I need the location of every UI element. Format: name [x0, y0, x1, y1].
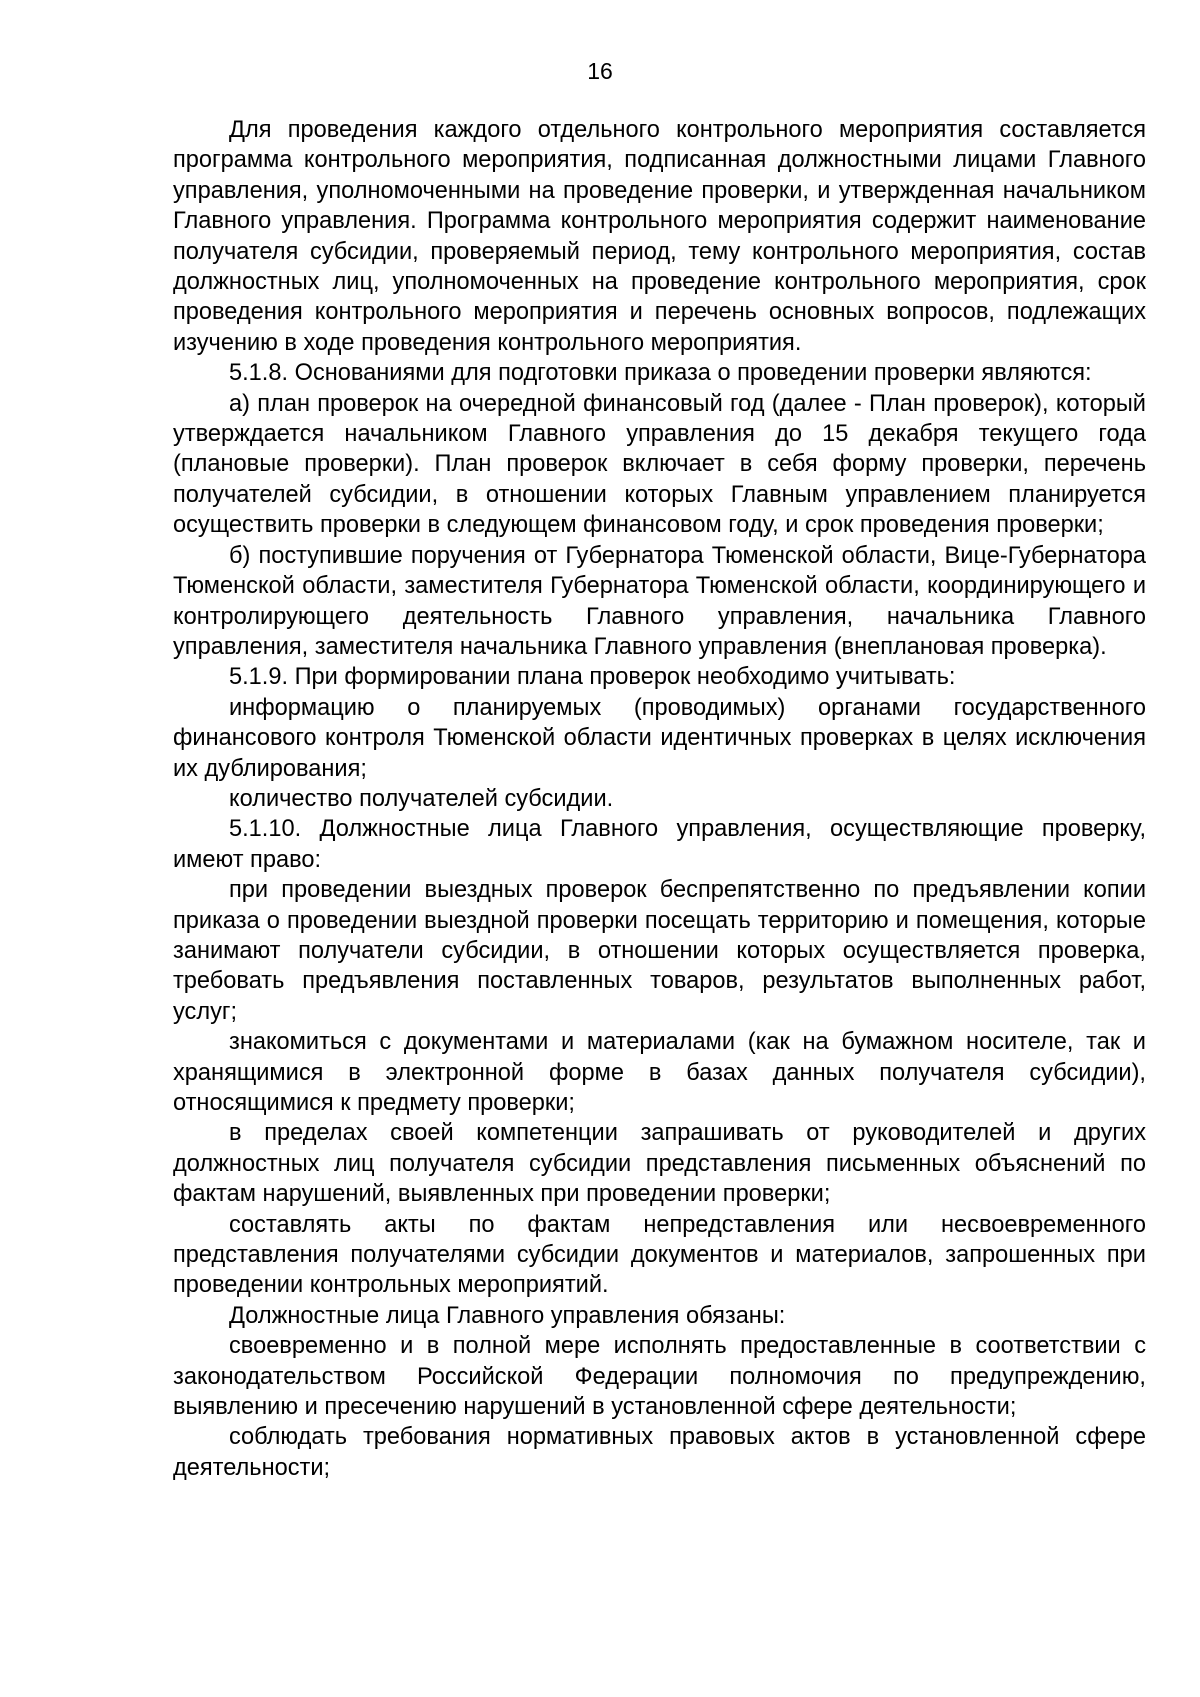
paragraph-5-1-8-b: б) поступившие поручения от Губернатора Тюменской области, Вице-Губернатора Тюменской области, заместителя Губернатора Тюменской области, координирующего и контролирующего деятельность Главного управления, начальника Главного управления, заместителя начальника Главного управления (внеплановая проверка).	[173, 542, 1146, 660]
paragraph-right-request: в пределах своей компетенции запрашивать от руководителей и других должностных лиц получателя субсидии представления письменных объяснений по фактам нарушений, выявленных при проведении проверки;	[173, 1120, 1146, 1208]
paragraph-right-acts: составлять акты по фактам непредставления или несвоевременного представления получателями субсидии документов и материалов, запрошенных при проведении контрольных мероприятий.	[173, 1211, 1146, 1299]
paragraph-obligations: Должностные лица Главного управления обязаны:	[229, 1302, 786, 1329]
paragraph-5-1-9: 5.1.9. При формировании плана проверок необходимо учитывать:	[229, 664, 956, 691]
paragraph-obligation-compliance: соблюдать требования нормативных правовых актов в установленной сфере деятельности;	[173, 1424, 1146, 1481]
paragraph-5-1-9-info: информацию о планируемых (проводимых) органами государственного финансового контроля Тюменской области идентичных проверках в целях исключения их дублирования;	[173, 694, 1146, 782]
paragraph-5-1-8-a: а) план проверок на очередной финансовый год (далее - План проверок), который утверждается начальником Главного управления до 15 декабря текущего года (плановые проверки). План проверок включает в себя форму проверки, перечень получателей субсидии, в отношении которых Главным управлением планируется осуществить проверки в следующем финансовом году, и срок проведения проверки;	[173, 390, 1146, 539]
paragraph-program: Для проведения каждого отдельного контрольного мероприятия составляется программа контрольного мероприятия, подписанная должностными лицами Главного управления, уполномоченными на проведение проверки, и утвержденная начальником Главного управления. Программа контрольного мероприятия содержит наименование получателя субсидии, проверяемый период, тему контрольного мероприятия, состав должностных лиц, уполномоченных на проведение контрольного мероприятия, срок проведения контрольного мероприятия и перечень основных вопросов, подлежащих изучению в ходе проведения контрольного мероприятия.	[173, 117, 1146, 356]
paragraph-5-1-10: 5.1.10. Должностные лица Главного управления, осуществляющие проверку, имеют право:	[173, 816, 1146, 873]
paragraph-5-1-8: 5.1.8. Основаниями для подготовки приказа о проведении проверки являются:	[229, 360, 1092, 387]
document-body	[173, 115, 1146, 1483]
page-number: 16	[587, 58, 613, 84]
paragraph-right-documents: знакомиться с документами и материалами (как на бумажном носителе, так и хранящимися в электронной форме в базах данных получателя субсидии), относящимися к предмету проверки;	[173, 1029, 1146, 1116]
paragraph-right-visit: при проведении выездных проверок беспрепятственно по предъявлении копии приказа о проведении выездной проверки посещать территорию и помещения, которые занимают получатели субсидии, в отношении которых осуществляется проверка, требовать предъявления поставленных товаров, результатов выполненных работ, услуг;	[173, 877, 1146, 1025]
paragraph-obligation-powers: своевременно и в полной мере исполнять предоставленные в соответствии с законодательством Российской Федерации полномочия по предупреждению, выявлению и пресечению нарушений в установленной сфере деятельности;	[173, 1333, 1146, 1421]
paragraph-5-1-9-count: количество получателей субсидии.	[229, 785, 614, 812]
